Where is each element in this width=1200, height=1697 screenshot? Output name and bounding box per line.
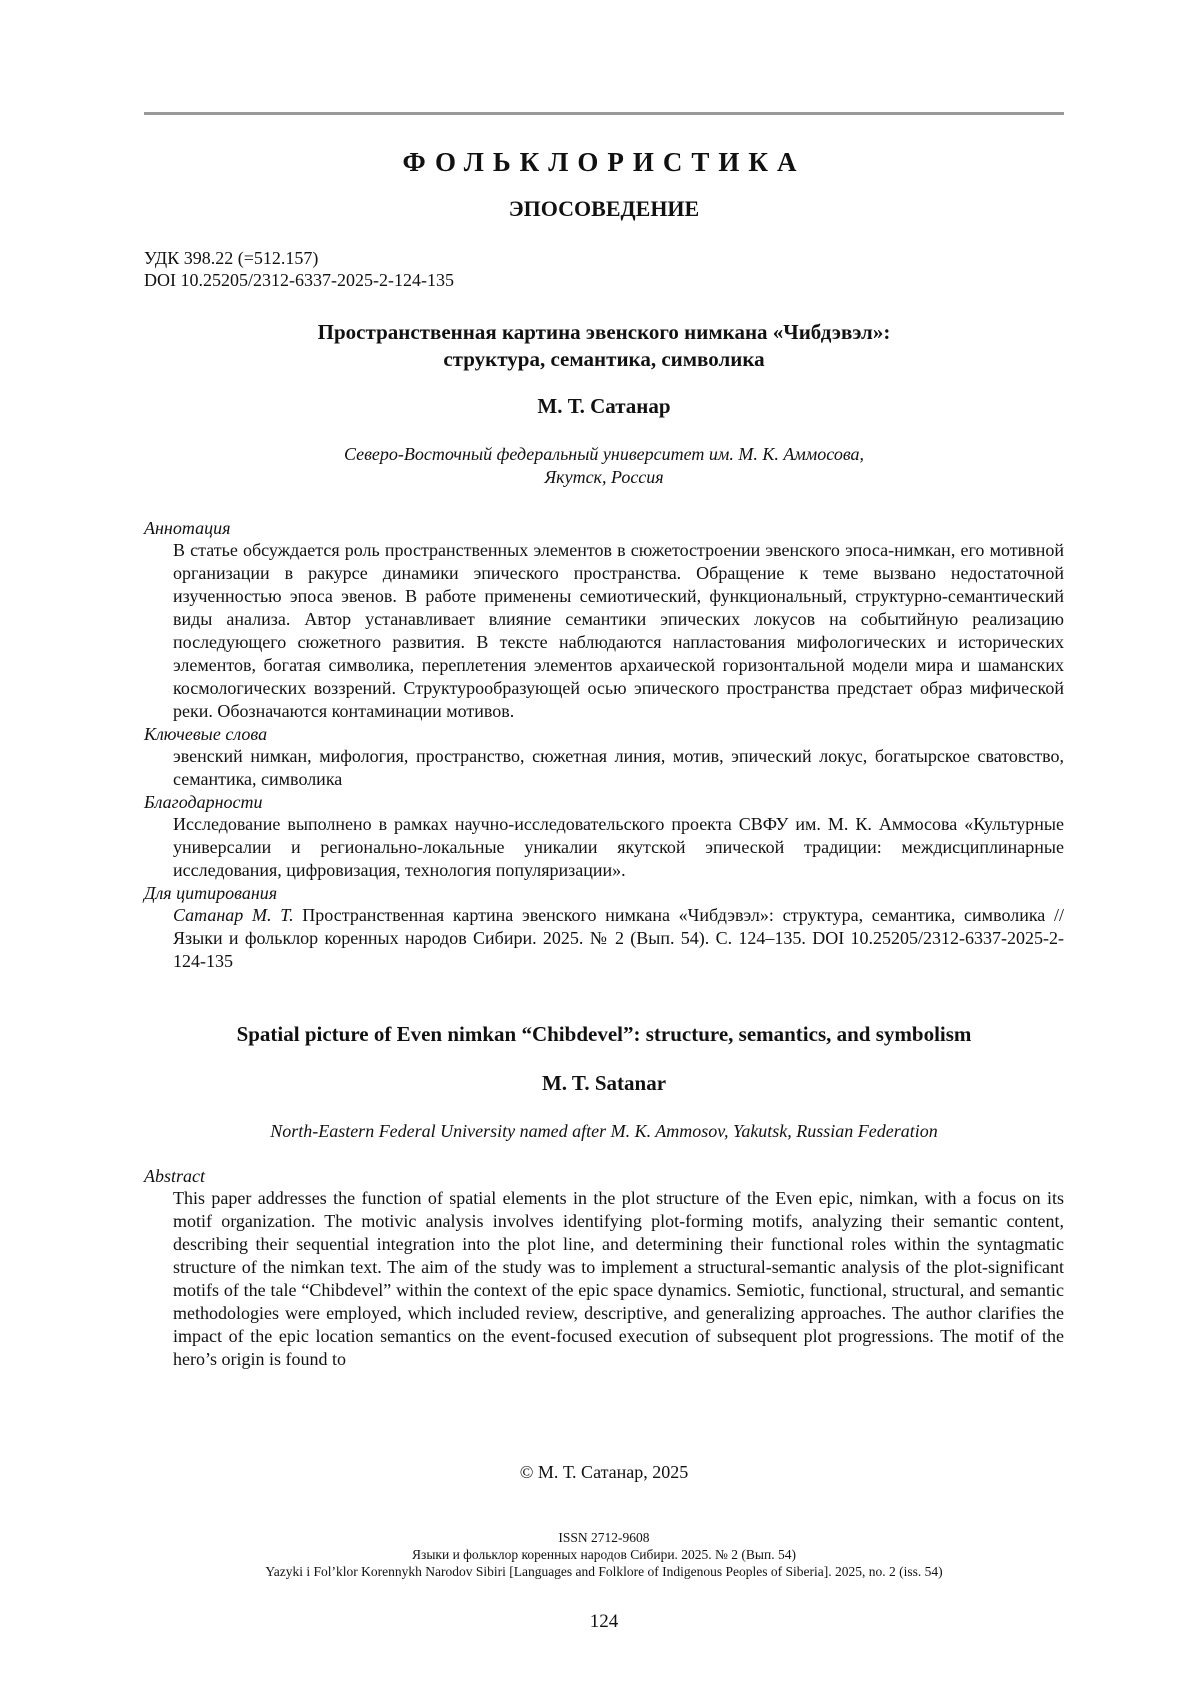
top-rule: [144, 112, 1064, 115]
keywords-label: Ключевые слова: [144, 724, 268, 744]
author-ru: М. Т. Сатанар: [537, 394, 671, 418]
citation-author: Сатанар М. Т.: [173, 905, 294, 925]
abstract-block-ru: [144, 517, 1064, 973]
article-title-en: Spatial picture of Even nimkan “Chibdevel”: structure, semantics, and symbolism: [236, 1022, 972, 1046]
abstract-label-ru: Аннотация: [144, 518, 231, 538]
citation-body: Пространственная картина эвенского нимкана «Чибдэвэл»: структура, семантика, символика // Языки и фольклор коренных народов Сибири. 2025. № 2 (Вып. 54). С. 124–135. DOI 10.25205/2312-6337-2025-2-124-135: [173, 905, 1064, 971]
abstract-label-en: Abstract: [144, 1166, 205, 1186]
title-line-2: структура, семантика, символика: [443, 347, 765, 371]
footer-issn: ISSN 2712-9608: [558, 1530, 650, 1545]
copyright-line: © М. Т. Сатанар, 2025: [519, 1462, 689, 1482]
citation-label: Для цитирования: [144, 883, 278, 903]
journal-footer: [144, 1529, 1064, 1580]
subsection-title: ЭПОСОВЕДЕНИЕ: [508, 196, 700, 221]
doi-code: DOI 10.25205/2312-6337-2025-2-124-135: [144, 270, 454, 290]
affiliation-line-2: Якутск, Россия: [544, 467, 664, 487]
title-line-1: Пространственная картина эвенского нимкана «Чибдэвэл»:: [317, 320, 891, 344]
author-en: M. T. Satanar: [541, 1071, 667, 1095]
affiliation-line-1: Северо-Восточный федеральный университет им. М. К. Аммосова,: [343, 444, 865, 464]
acknowledgements-text: Исследование выполнено в рамках научно-исследовательского проекта СВФУ им. М. К. Аммосова «Культурные универсалии и регионально-локальные уникалии якутской эпической традиции: междисциплинарные исследования, цифровизация, технология популяризации».: [173, 814, 1064, 880]
footer-journal-ru: Языки и фольклор коренных народов Сибири. 2025. № 2 (Вып. 54): [412, 1547, 796, 1562]
page-content: [144, 112, 1064, 1371]
page-number: 124: [589, 1611, 619, 1632]
identifiers: [144, 247, 1064, 291]
udc-code: УДК 398.22 (=512.157): [144, 248, 319, 268]
footer-journal-en: Yazyki i Fol’klor Korennykh Narodov Sibiri [Languages and Folklore of Indigenous Peoples of Siberia]. 2025, no. 2 (iss. 54): [265, 1564, 943, 1579]
section-title: ФОЛЬКЛОРИСТИКА: [402, 147, 806, 177]
affiliation-en: North-Eastern Federal University named after M. K. Ammosov, Yakutsk, Russian Federation: [270, 1121, 938, 1141]
affiliation-ru: [144, 443, 1064, 489]
citation-text: [173, 904, 1064, 973]
abstract-text-ru: В статье обсуждается роль пространственных элементов в сюжетостроении эвенского эпоса-нимкан, его мотивной организации в ракурсе динамики эпического пространства. Обращение к теме вызвано недостаточной изученностью эпоса эвенов. В работе применены семиотический, функциональный, структурно-семантический виды анализа. Автор устанавливает влияние семантики эпических локусов на событийную реализацию последующего сюжетного развития. В тексте наблюдаются напластования мифологических и исторических элементов, богатая символика, переплетения элементов архаической горизонтальной модели мира и шаманских космологических воззрений. Структурообразующей осью эпического пространства предстает образ мифической реки. Обозначаются контаминации мотивов.: [173, 540, 1064, 721]
keywords-text: эвенский нимкан, мифология, пространство, сюжетная линия, мотив, эпический локус, богатырское сватовство, семантика, символика: [173, 746, 1064, 789]
article-title-ru: [144, 319, 1064, 373]
abstract-block-en: [144, 1165, 1064, 1371]
abstract-text-en: This paper addresses the function of spatial elements in the plot structure of the Even epic, nimkan, with a focus on its motif organization. The motivic analysis involves identifying plot-forming motifs, analyzing their semantic content, describing their sequential integration into the plot line, and determining their functional roles within the syntagmatic structure of the nimkan text. The aim of the study was to implement a structural-semantic analysis of the plot-significant motifs of the tale “Chibdevel” within the context of the epic space dynamics. Semiotic, functional, structural, and semantic methodologies were employed, which included review, descriptive, and generalizing approaches. The author clarifies the impact of the epic location semantics on the event-focused execution of subsequent plot progressions. The motif of the hero’s origin is found to: [173, 1188, 1064, 1369]
acknowledgements-label: Благодарности: [144, 792, 263, 812]
